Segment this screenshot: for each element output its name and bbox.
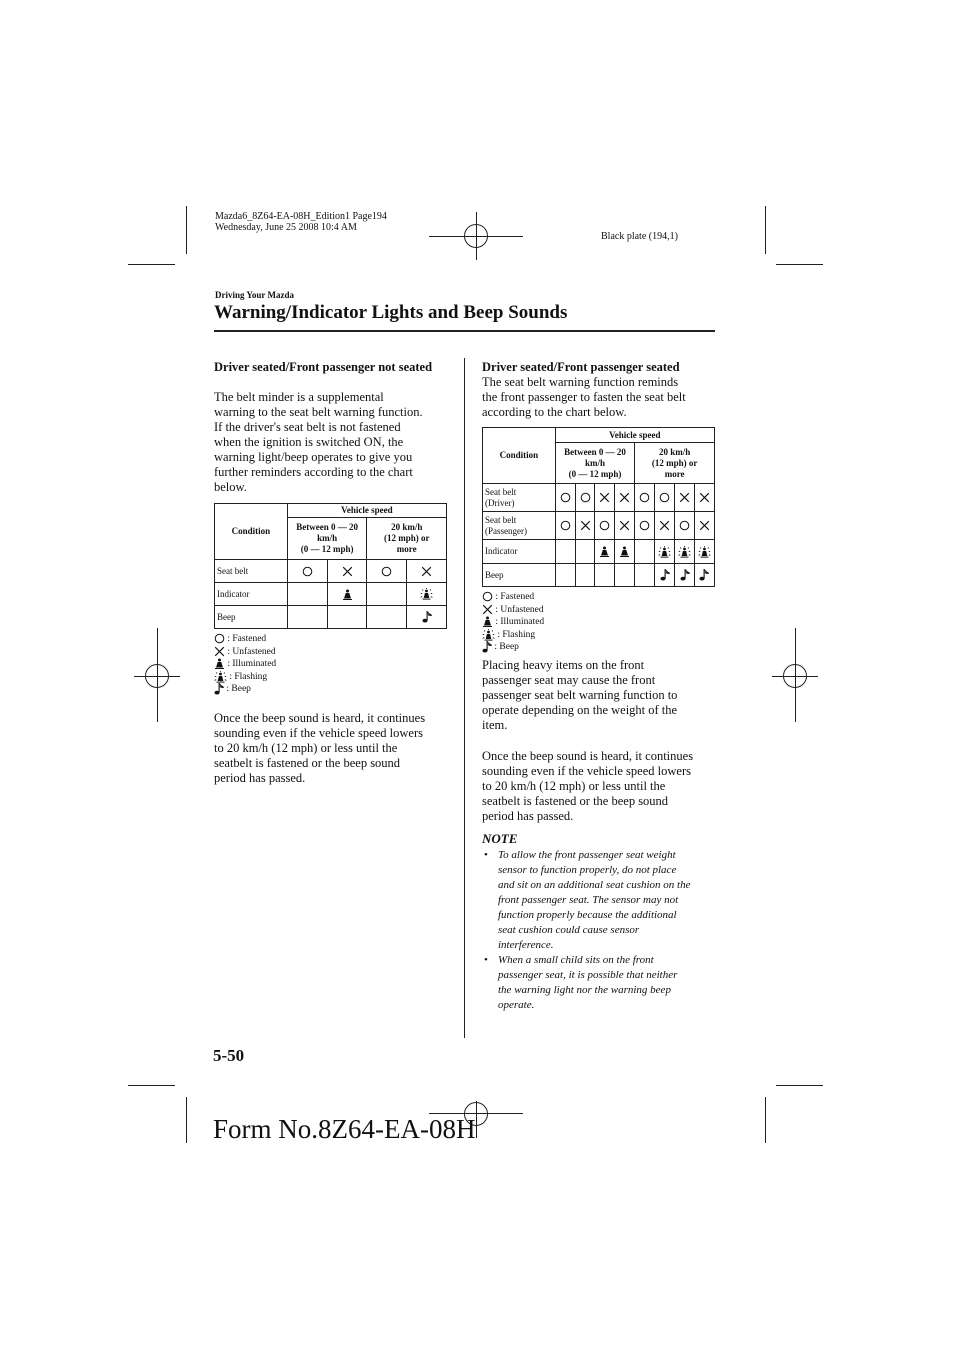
- speed-low-header: [287, 518, 367, 560]
- note-title: NOTE: [482, 831, 518, 846]
- row-label: Indicator: [483, 540, 556, 564]
- cross-icon: [619, 520, 630, 530]
- text-line: item.: [482, 718, 508, 732]
- status-cell: [287, 560, 327, 583]
- text-line: Placing heavy items on the front: [482, 658, 645, 672]
- legend-item: [214, 683, 276, 696]
- empty-cell: [615, 564, 635, 587]
- text-line: the front passenger to fasten the seat belt: [482, 390, 686, 404]
- table-row: [483, 484, 715, 512]
- status-cell: [555, 484, 575, 512]
- header-line: Between 0 — 20: [296, 522, 358, 532]
- row-label: [483, 512, 556, 540]
- label-line: Seat belt: [485, 486, 517, 497]
- header-line: (12 mph) or: [383, 533, 430, 543]
- header-line: more: [664, 468, 685, 479]
- legend-item: [482, 616, 544, 629]
- empty-cell: [635, 564, 655, 587]
- status-cell: [694, 540, 714, 564]
- circle-icon: [639, 492, 650, 502]
- legend-label: : Unfastened: [495, 604, 544, 615]
- unfastened-icon: [482, 605, 493, 615]
- indicator-light-icon: [599, 546, 610, 556]
- status-cell: [694, 564, 714, 587]
- text-line: operate depending on the weight of the: [482, 703, 678, 717]
- text-line: function properly because the additional: [498, 909, 677, 921]
- indicator-light-icon: [342, 588, 353, 598]
- right-heading: Driver seated/Front passenger seated: [482, 360, 680, 374]
- left-heading: Driver seated/Front passenger not seated: [214, 360, 433, 374]
- legend-label: : Fastened: [227, 634, 267, 644]
- row-label: [483, 484, 556, 512]
- text-line: passenger seat belt warning function to: [482, 688, 678, 702]
- legend-label: : Beep: [494, 642, 519, 653]
- empty-cell: [287, 606, 327, 629]
- status-cell: [595, 540, 615, 564]
- status-cell: [327, 560, 367, 583]
- status-cell: [407, 583, 447, 606]
- text-line: and sit on an additional seat cushion on the: [498, 879, 691, 891]
- flashing-light-icon: [658, 546, 671, 556]
- legend-label: : Flashing: [497, 629, 536, 640]
- legend-item: [214, 633, 276, 646]
- circle-icon: [639, 520, 650, 530]
- circle-icon: [679, 520, 690, 530]
- status-cell: [327, 583, 367, 606]
- status-cell: [675, 540, 695, 564]
- text-line: When a small child sits on the front: [498, 954, 654, 966]
- note-list: [482, 848, 722, 1013]
- status-cell: [615, 512, 635, 540]
- empty-cell: [575, 564, 595, 587]
- text-line: period has passed.: [482, 809, 574, 823]
- fastened-icon: [482, 592, 493, 602]
- page-number: 5-50: [213, 1046, 245, 1065]
- file-info-line1: Mazda6_8Z64-EA-08H_Edition1 Page194: [215, 211, 387, 222]
- right-legend: [482, 591, 544, 654]
- cross-icon: [659, 520, 670, 530]
- right-status-table: [482, 427, 715, 587]
- flashing-icon: [214, 672, 227, 682]
- beep-icon: [680, 569, 690, 579]
- legend-item: [482, 641, 544, 654]
- text-line: according to the chart below.: [482, 405, 627, 419]
- header-line: 20 km/h: [658, 446, 691, 457]
- header-line: 20 km/h: [391, 522, 423, 532]
- left-closing: [214, 711, 459, 786]
- label-line: (Driver): [485, 497, 515, 508]
- status-cell: [694, 484, 714, 512]
- cross-icon: [699, 492, 710, 502]
- plate-label: Black plate (194,1): [601, 231, 678, 242]
- illuminated-icon: [482, 617, 493, 627]
- right-para-beep: [482, 749, 727, 824]
- speed-low-header: [555, 443, 635, 484]
- status-cell: [595, 484, 615, 512]
- status-cell: [555, 512, 575, 540]
- cross-icon: [599, 492, 610, 502]
- circle-icon: [659, 492, 670, 502]
- table-row: [215, 606, 447, 629]
- text-line: operate.: [498, 999, 535, 1011]
- title-rule: [214, 330, 715, 332]
- circle-icon: [580, 492, 591, 502]
- speed-high-header: [367, 518, 447, 560]
- status-cell: [635, 512, 655, 540]
- text-line: interference.: [498, 939, 554, 951]
- status-cell: [407, 606, 447, 629]
- legend-item: [482, 591, 544, 604]
- beep-icon: [660, 569, 670, 579]
- text-line: further reminders according to the chart: [214, 465, 413, 479]
- legend-label: : Fastened: [495, 592, 535, 602]
- table-row: [483, 540, 715, 564]
- text-line: seat cushion could cause sensor: [498, 924, 640, 936]
- text-line: passenger seat, it is possible that neither: [498, 969, 678, 981]
- bullet-icon: •: [484, 849, 488, 861]
- empty-cell: [595, 564, 615, 587]
- text-line: below.: [214, 480, 247, 494]
- legend-label: : Unfastened: [227, 646, 276, 657]
- file-info-line2: Wednesday, June 25 2008 10:4 AM: [215, 222, 357, 233]
- cross-icon: [342, 565, 353, 575]
- legend-item: [214, 658, 276, 671]
- header-line: km/h: [317, 533, 338, 543]
- legend-label: : Flashing: [229, 671, 268, 682]
- text-line: seatbelt is fastened or the beep sound: [482, 794, 669, 808]
- text-line: Once the beep sound is heard, it continues: [214, 711, 426, 725]
- row-label: Seat belt: [215, 560, 288, 583]
- status-cell: [675, 512, 695, 540]
- note-item: [482, 848, 722, 953]
- legend-label: : Illuminated: [495, 617, 545, 627]
- empty-cell: [575, 540, 595, 564]
- beep-icon: [482, 642, 492, 652]
- status-cell: [694, 512, 714, 540]
- header-line: Between 0 — 20: [564, 446, 626, 457]
- text-line: To allow the front passenger seat weight: [498, 849, 676, 861]
- vehicle-speed-header: Vehicle speed: [555, 428, 714, 443]
- flashing-icon: [482, 630, 495, 640]
- table-row: [215, 560, 447, 583]
- status-cell: [407, 560, 447, 583]
- row-label: Indicator: [215, 583, 288, 606]
- flashing-light-icon: [698, 546, 711, 556]
- table-row: [483, 512, 715, 540]
- column-divider: [464, 358, 465, 1038]
- condition-header: Condition: [483, 428, 556, 484]
- table-row: [215, 583, 447, 606]
- fastened-icon: [214, 634, 225, 644]
- text-line: sounding even if the vehicle speed lowers: [214, 726, 423, 740]
- empty-cell: [287, 583, 327, 606]
- status-cell: [655, 512, 675, 540]
- empty-cell: [635, 540, 655, 564]
- condition-header: Condition: [215, 504, 288, 560]
- header-line: (12 mph) or: [651, 457, 698, 468]
- label-line: Seat belt: [485, 514, 517, 525]
- status-cell: [615, 484, 635, 512]
- header-line: km/h: [584, 457, 605, 468]
- cross-icon: [580, 520, 591, 530]
- empty-cell: [367, 606, 407, 629]
- left-intro: [214, 390, 459, 495]
- bullet-icon: •: [484, 954, 488, 966]
- cross-icon: [679, 492, 690, 502]
- flashing-light-icon: [420, 588, 433, 598]
- legend-item: [482, 604, 544, 617]
- left-status-table: [214, 503, 447, 629]
- cross-icon: [619, 492, 630, 502]
- status-cell: [655, 564, 675, 587]
- text-line: The seat belt warning function reminds: [482, 375, 679, 389]
- beep-icon: [214, 684, 224, 694]
- text-line: front passenger seat. The sensor may not: [498, 894, 679, 906]
- circle-icon: [302, 565, 313, 575]
- flashing-light-icon: [678, 546, 691, 556]
- text-line: sounding even if the vehicle speed lowers: [482, 764, 691, 778]
- circle-icon: [560, 492, 571, 502]
- status-cell: [575, 512, 595, 540]
- legend-item: [482, 629, 544, 642]
- status-cell: [635, 484, 655, 512]
- section-label: Driving Your Mazda: [215, 290, 295, 300]
- vehicle-speed-header: Vehicle speed: [287, 504, 446, 518]
- text-line: Once the beep sound is heard, it continues: [482, 749, 694, 763]
- status-cell: [675, 484, 695, 512]
- legend-item: [214, 671, 276, 684]
- unfastened-icon: [214, 647, 225, 657]
- legend-label: : Illuminated: [227, 659, 277, 669]
- circle-icon: [599, 520, 610, 530]
- empty-cell: [555, 540, 575, 564]
- text-line: warning to the seat belt warning function.: [214, 405, 423, 419]
- status-cell: [595, 512, 615, 540]
- text-line: period has passed.: [214, 771, 306, 785]
- beep-icon: [422, 611, 432, 621]
- text-line: sensor to function properly, do not place: [498, 864, 677, 876]
- page-title: Warning/Indicator Lights and Beep Sounds: [214, 302, 568, 323]
- text-line: seatbelt is fastened or the beep sound: [214, 756, 401, 770]
- text-line: to 20 km/h (12 mph) or less until the: [482, 779, 666, 793]
- empty-cell: [327, 606, 367, 629]
- speed-high-header: [635, 443, 715, 484]
- text-line: The belt minder is a supplemental: [214, 390, 384, 404]
- cross-icon: [421, 565, 432, 575]
- status-cell: [367, 560, 407, 583]
- text-line: warning light/beep operates to give you: [214, 450, 413, 464]
- text-line: the warning light nor the warning beep: [498, 984, 671, 996]
- text-line: passenger seat may cause the front: [482, 673, 656, 687]
- file-info: [215, 211, 387, 233]
- beep-icon: [699, 569, 709, 579]
- row-label: Beep: [483, 564, 556, 587]
- right-intro: [482, 375, 722, 420]
- status-cell: [615, 540, 635, 564]
- header-line: more: [396, 544, 417, 554]
- text-line: to 20 km/h (12 mph) or less until the: [214, 741, 398, 755]
- left-legend: [214, 633, 276, 696]
- status-cell: [655, 540, 675, 564]
- cross-icon: [699, 520, 710, 530]
- empty-cell: [555, 564, 575, 587]
- status-cell: [575, 484, 595, 512]
- circle-icon: [381, 565, 392, 575]
- text-line: If the driver's seat belt is not fastened: [214, 420, 401, 434]
- label-line: (Passenger): [485, 525, 527, 536]
- status-cell: [675, 564, 695, 587]
- text-line: when the ignition is switched ON, the: [214, 435, 404, 449]
- illuminated-icon: [214, 659, 225, 669]
- row-label: Beep: [215, 606, 288, 629]
- header-line: (0 — 12 mph): [300, 544, 354, 554]
- indicator-light-icon: [619, 546, 630, 556]
- circle-icon: [560, 520, 571, 530]
- right-para-weight: [482, 658, 722, 733]
- table-row: [483, 564, 715, 587]
- header-line: (0 — 12 mph): [568, 468, 622, 479]
- legend-label: : Beep: [226, 684, 251, 695]
- legend-item: [214, 646, 276, 659]
- note-item: [482, 953, 722, 1013]
- form-number: Form No.8Z64-EA-08H: [213, 1114, 476, 1144]
- empty-cell: [367, 583, 407, 606]
- status-cell: [655, 484, 675, 512]
